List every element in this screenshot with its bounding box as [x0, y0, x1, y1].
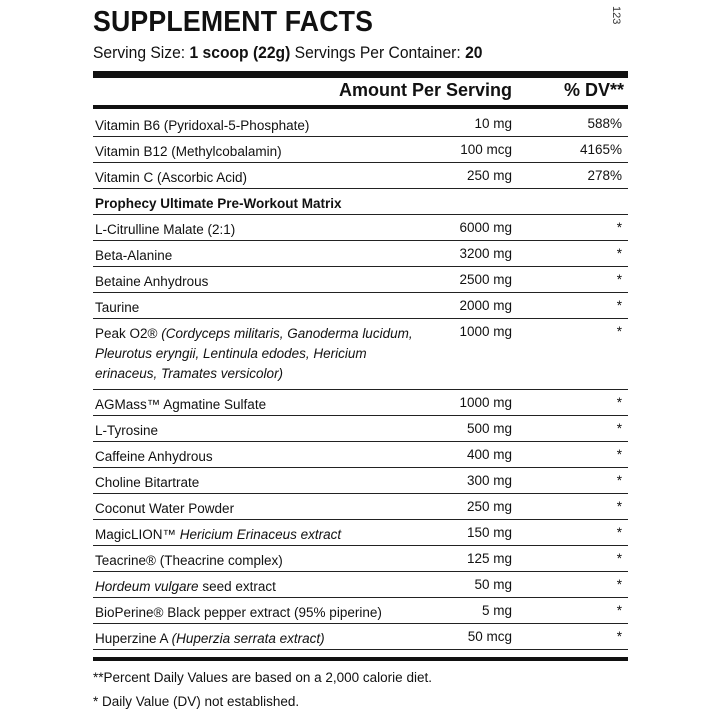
ingredient-name	[95, 220, 435, 240]
ingredient-name-italic: (Cordyceps militaris, Ganoderma lucidum, Pleurotus eryngii, Lentinula edodes, Hericium erinaceus, Tramates versicolor)	[95, 326, 413, 381]
ingredient-name	[95, 551, 435, 571]
ingredient-name	[95, 142, 435, 162]
ingredient-row	[93, 319, 628, 390]
serving-size-label: Serving Size:	[93, 43, 190, 62]
ingredient-name-text: L-Citrulline Malate (2:1)	[95, 222, 236, 237]
ingredient-name-text: MagicLION™	[95, 527, 177, 542]
amount-per-serving: 2500 mg	[459, 272, 512, 287]
daily-value: *	[616, 499, 622, 514]
daily-value: 588%	[587, 116, 622, 131]
ingredient-row	[93, 137, 628, 163]
thick-rule-bottom	[93, 657, 628, 661]
ingredient-name-text: Caffeine Anhydrous	[95, 449, 213, 464]
daily-value: *	[616, 577, 622, 592]
ingredient-row	[93, 111, 628, 137]
daily-value: *	[616, 629, 622, 644]
amount-per-serving: 3200 mg	[459, 246, 512, 261]
ingredient-row	[93, 494, 628, 520]
amount-per-serving: 125 mg	[466, 551, 512, 566]
ingredient-name-text: Beta-Alanine	[95, 248, 173, 263]
ingredient-name-text: Prophecy Ultimate Pre-Workout Matrix	[95, 196, 342, 211]
amount-per-serving: 150 mg	[466, 525, 512, 540]
ingredient-name	[95, 116, 435, 136]
ingredient-name-text: Vitamin C (Ascorbic Acid)	[95, 170, 248, 185]
ingredient-row	[93, 215, 628, 241]
ingredient-row	[93, 442, 628, 468]
ingredient-name	[95, 298, 435, 318]
ingredient-row	[93, 163, 628, 189]
ingredient-name-text: Vitamin B12 (Methylcobalamin)	[95, 144, 282, 159]
amount-per-serving: 2000 mg	[459, 298, 512, 313]
ingredient-row	[93, 546, 628, 572]
daily-value: *	[616, 525, 622, 540]
daily-value: 278%	[587, 168, 622, 183]
ingredient-name	[95, 629, 435, 649]
ingredient-name	[95, 194, 435, 214]
footnote-not-established: * Daily Value (DV) not established.	[93, 694, 300, 709]
amount-per-serving: 400 mg	[466, 447, 512, 462]
ingredient-row	[93, 293, 628, 319]
serving-size-value: 1 scoop (22g)	[189, 43, 291, 62]
daily-value: *	[616, 324, 622, 339]
ingredient-name-text: Betaine Anhydrous	[95, 274, 209, 289]
daily-value: *	[616, 447, 622, 462]
ingredient-name-text: Coconut Water Powder	[95, 501, 235, 516]
ingredient-name	[95, 395, 435, 415]
daily-value: *	[616, 220, 622, 235]
supplement-facts-panel	[93, 0, 628, 720]
ingredient-name	[95, 525, 435, 545]
ingredient-name	[95, 603, 435, 623]
daily-value: *	[616, 473, 622, 488]
thick-rule-header	[93, 105, 628, 109]
ingredient-row	[93, 520, 628, 546]
amount-per-serving: 250 mg	[466, 168, 512, 183]
amount-per-serving: 250 mg	[466, 499, 512, 514]
servings-per-container-label: Servings Per Container:	[294, 43, 466, 62]
ingredient-name-italic: Hordeum vulgare	[95, 579, 199, 594]
footnote-dv: **Percent Daily Values are based on a 2,000 calorie diet.	[93, 670, 432, 685]
amount-per-serving: 1000 mg	[459, 395, 512, 410]
daily-value: *	[616, 395, 622, 410]
ingredient-name	[95, 421, 435, 441]
ingredient-name-text: Taurine	[95, 300, 140, 315]
daily-value: *	[616, 551, 622, 566]
section-header-row	[93, 189, 628, 215]
amount-per-serving: 100 mcg	[460, 142, 512, 157]
ingredient-name-text: BioPerine® Black pepper extract (95% piperine)	[95, 605, 382, 620]
amount-per-serving: 500 mg	[466, 421, 512, 436]
amount-per-serving: 300 mg	[466, 473, 512, 488]
ingredient-name-text: Choline Bitartrate	[95, 475, 200, 490]
thick-rule-top	[93, 71, 628, 78]
amount-per-serving: 5 mg	[481, 603, 512, 618]
ingredient-name-text: seed extract	[202, 579, 276, 594]
column-header-amount: Amount Per Serving	[338, 80, 512, 100]
ingredient-name	[95, 499, 435, 519]
ingredient-name-text: Huperzine A	[95, 631, 168, 646]
ingredient-name	[95, 473, 435, 493]
ingredient-name	[95, 324, 430, 384]
ingredient-row	[93, 241, 628, 267]
ingredient-name-text: Vitamin B6 (Pyridoxal-5-Phosphate)	[95, 118, 310, 133]
amount-per-serving: 10 mg	[474, 116, 512, 131]
ingredient-name-text: Teacrine® (Theacrine complex)	[95, 553, 283, 568]
side-code: 123	[610, 6, 622, 25]
amount-per-serving: 6000 mg	[459, 220, 512, 235]
daily-value: *	[616, 421, 622, 436]
amount-per-serving: 50 mcg	[467, 629, 512, 644]
ingredient-name-text: AGMass™ Agmatine Sulfate	[95, 397, 267, 412]
ingredient-row	[93, 624, 628, 650]
serving-info	[93, 43, 482, 63]
ingredient-name	[95, 272, 435, 292]
ingredient-name	[95, 577, 435, 597]
daily-value: 4165%	[579, 142, 622, 157]
ingredient-name	[95, 246, 435, 266]
ingredient-row	[93, 390, 628, 416]
ingredient-name-text: Peak O2®	[95, 326, 158, 341]
ingredient-row	[93, 572, 628, 598]
daily-value: *	[616, 246, 622, 261]
ingredient-row	[93, 416, 628, 442]
ingredient-name-italic: (Huperzia serrata extract)	[171, 631, 325, 646]
daily-value: *	[616, 298, 622, 313]
ingredient-row	[93, 468, 628, 494]
ingredient-row	[93, 267, 628, 293]
ingredient-name-text: L-Tyrosine	[95, 423, 159, 438]
ingredient-name	[95, 447, 435, 467]
daily-value: *	[616, 603, 622, 618]
ingredient-row	[93, 598, 628, 624]
ingredient-name	[95, 168, 435, 188]
daily-value: *	[616, 272, 622, 287]
servings-per-container-value: 20	[465, 43, 483, 62]
amount-per-serving: 50 mg	[474, 577, 512, 592]
column-header-dv: % DV**	[563, 80, 624, 100]
amount-per-serving: 1000 mg	[459, 324, 512, 339]
panel-title: SUPPLEMENT FACTS	[93, 6, 374, 38]
ingredient-name-italic: Hericium Erinaceus extract	[179, 527, 342, 542]
